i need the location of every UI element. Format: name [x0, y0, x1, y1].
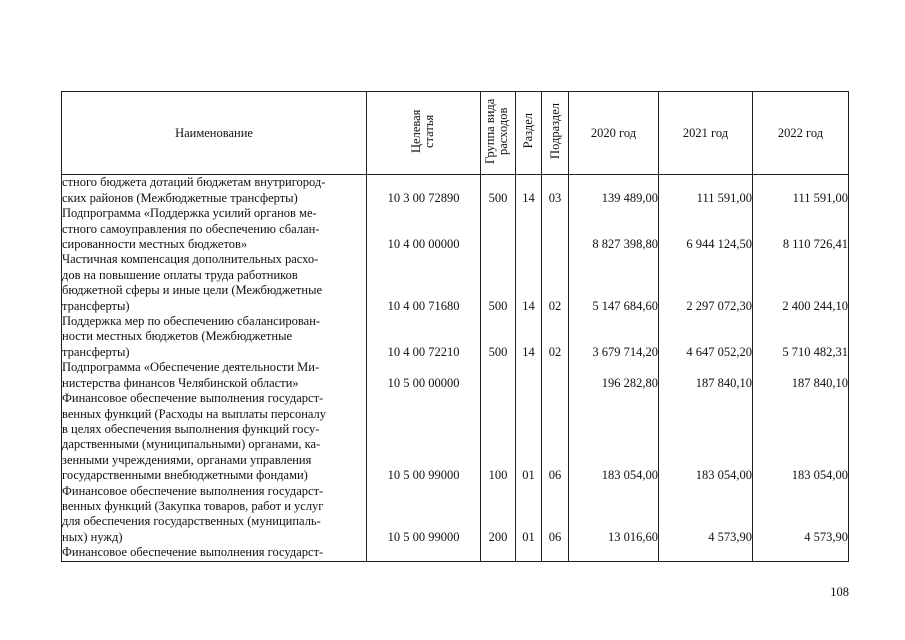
row-section: 14 [516, 175, 542, 206]
row-amount-2022: 183 054,00 [753, 391, 849, 483]
row-expense-group [481, 545, 516, 561]
row-name-line: дов на повышение оплаты труда работников [62, 267, 298, 282]
header-2021: 2021 год [659, 92, 753, 175]
header-2022: 2022 год [753, 92, 849, 175]
row-target-article: 10 4 00 00000 [367, 206, 481, 252]
row-expense-group: 100 [481, 391, 516, 483]
row-amount-2020 [569, 545, 659, 561]
row-section: 01 [516, 391, 542, 483]
row-name-line: сированности местных бюджетов» [62, 237, 248, 252]
row-amount-2020: 5 147 684,60 [569, 252, 659, 314]
row-amount-2021: 187 840,10 [659, 360, 753, 391]
row-target-article: 10 5 00 00000 [367, 360, 481, 391]
row-name-line: государственными внебюджетными фондами) [62, 468, 308, 483]
row-name-line: Финансовое обеспечение выполнения государст- [62, 483, 324, 498]
row-amount-2022: 187 840,10 [753, 360, 849, 391]
header-target-article: Целевая статья [367, 92, 481, 175]
row-name [62, 252, 367, 314]
row-amount-2021: 2 297 072,30 [659, 252, 753, 314]
row-name [62, 206, 367, 252]
table-header-row [62, 92, 849, 175]
row-section [516, 360, 542, 391]
row-name [62, 545, 367, 561]
row-subsection: 03 [542, 175, 569, 206]
row-expense-group: 500 [481, 252, 516, 314]
row-name-line: бюджетной сферы и иные цели (Межбюджетные [62, 283, 323, 298]
header-name: Наименование [62, 92, 367, 175]
row-name-line: трансферты) [62, 344, 130, 359]
row-name-line: для обеспечения государственных (муниципаль- [62, 514, 321, 529]
row-amount-2021: 111 591,00 [659, 175, 753, 206]
row-name [62, 314, 367, 360]
row-subsection: 06 [542, 484, 569, 546]
row-subsection: 02 [542, 252, 569, 314]
row-amount-2022: 5 710 482,31 [753, 314, 849, 360]
table-row [62, 175, 849, 206]
header-expense-group: Группа вида расходов [481, 92, 516, 175]
row-amount-2020: 183 054,00 [569, 391, 659, 483]
table-row [62, 252, 849, 314]
row-name-line: Подпрограмма «Поддержка усилий органов ме- [62, 206, 317, 221]
row-section: 14 [516, 252, 542, 314]
row-subsection [542, 360, 569, 391]
row-target-article: 10 5 00 99000 [367, 391, 481, 483]
row-amount-2022: 111 591,00 [753, 175, 849, 206]
row-target-article: 10 4 00 71680 [367, 252, 481, 314]
row-amount-2022: 2 400 244,10 [753, 252, 849, 314]
row-name-line: Частичная компенсация дополнительных расхо- [62, 252, 319, 267]
row-name-line: дарственными (муниципальными) органами, ка- [62, 437, 321, 452]
row-amount-2020: 3 679 714,20 [569, 314, 659, 360]
row-name [62, 175, 367, 206]
row-expense-group: 200 [481, 484, 516, 546]
row-amount-2022: 8 110 726,41 [753, 206, 849, 252]
row-name-line: в целях обеспечения выполнения функций госу- [62, 421, 320, 436]
row-name-line: зенными учреждениями, органами управления [62, 452, 312, 467]
row-name-line: ности местных бюджетов (Межбюджетные [62, 329, 293, 344]
row-name [62, 484, 367, 546]
row-name [62, 360, 367, 391]
header-subsection: Подраздел [542, 92, 569, 175]
row-amount-2022 [753, 545, 849, 561]
row-name-line: нистерства финансов Челябинской области» [62, 375, 299, 390]
row-subsection [542, 545, 569, 561]
row-amount-2021: 4 573,90 [659, 484, 753, 546]
table-row [62, 484, 849, 546]
row-name-line: венных функций (Расходы на выплаты персоналу [62, 406, 327, 421]
budget-table [61, 91, 849, 562]
row-name-line: венных функций (Закупка товаров, работ и услуг [62, 498, 324, 513]
row-name-line: стного бюджета дотаций бюджетам внутригород- [62, 175, 326, 190]
row-section: 01 [516, 484, 542, 546]
row-subsection: 06 [542, 391, 569, 483]
row-expense-group [481, 206, 516, 252]
row-name-line: Финансовое обеспечение выполнения государст- [62, 545, 324, 560]
row-amount-2020: 8 827 398,80 [569, 206, 659, 252]
row-name-line: стного самоуправления по обеспечению сбалан- [62, 221, 320, 236]
row-name [62, 391, 367, 483]
row-amount-2020: 139 489,00 [569, 175, 659, 206]
row-expense-group: 500 [481, 314, 516, 360]
row-amount-2020: 196 282,80 [569, 360, 659, 391]
row-target-article [367, 545, 481, 561]
row-name-line: Поддержка мер по обеспечению сбалансирован- [62, 314, 321, 329]
table-row [62, 360, 849, 391]
row-amount-2022: 4 573,90 [753, 484, 849, 546]
row-name-line: трансферты) [62, 298, 130, 313]
row-name-line: ских районов (Межбюджетные трансферты) [62, 190, 298, 205]
table-row [62, 314, 849, 360]
header-section: Раздел [516, 92, 542, 175]
row-expense-group: 500 [481, 175, 516, 206]
header-2020: 2020 год [569, 92, 659, 175]
row-amount-2020: 13 016,60 [569, 484, 659, 546]
row-name-line: Подпрограмма «Обеспечение деятельности Ми- [62, 360, 320, 375]
row-amount-2021: 183 054,00 [659, 391, 753, 483]
table-row [62, 545, 849, 561]
row-target-article: 10 3 00 72890 [367, 175, 481, 206]
row-section: 14 [516, 314, 542, 360]
row-section [516, 206, 542, 252]
row-target-article: 10 4 00 72210 [367, 314, 481, 360]
row-target-article: 10 5 00 99000 [367, 484, 481, 546]
row-amount-2021: 4 647 052,20 [659, 314, 753, 360]
row-section [516, 545, 542, 561]
row-name-line: ных) нужд) [62, 529, 123, 544]
row-expense-group [481, 360, 516, 391]
page-number: 108 [830, 585, 849, 599]
table-row [62, 391, 849, 483]
table-row [62, 206, 849, 252]
row-name-line: Финансовое обеспечение выполнения государст- [62, 391, 324, 406]
row-subsection: 02 [542, 314, 569, 360]
row-subsection [542, 206, 569, 252]
row-amount-2021: 6 944 124,50 [659, 206, 753, 252]
row-amount-2021 [659, 545, 753, 561]
